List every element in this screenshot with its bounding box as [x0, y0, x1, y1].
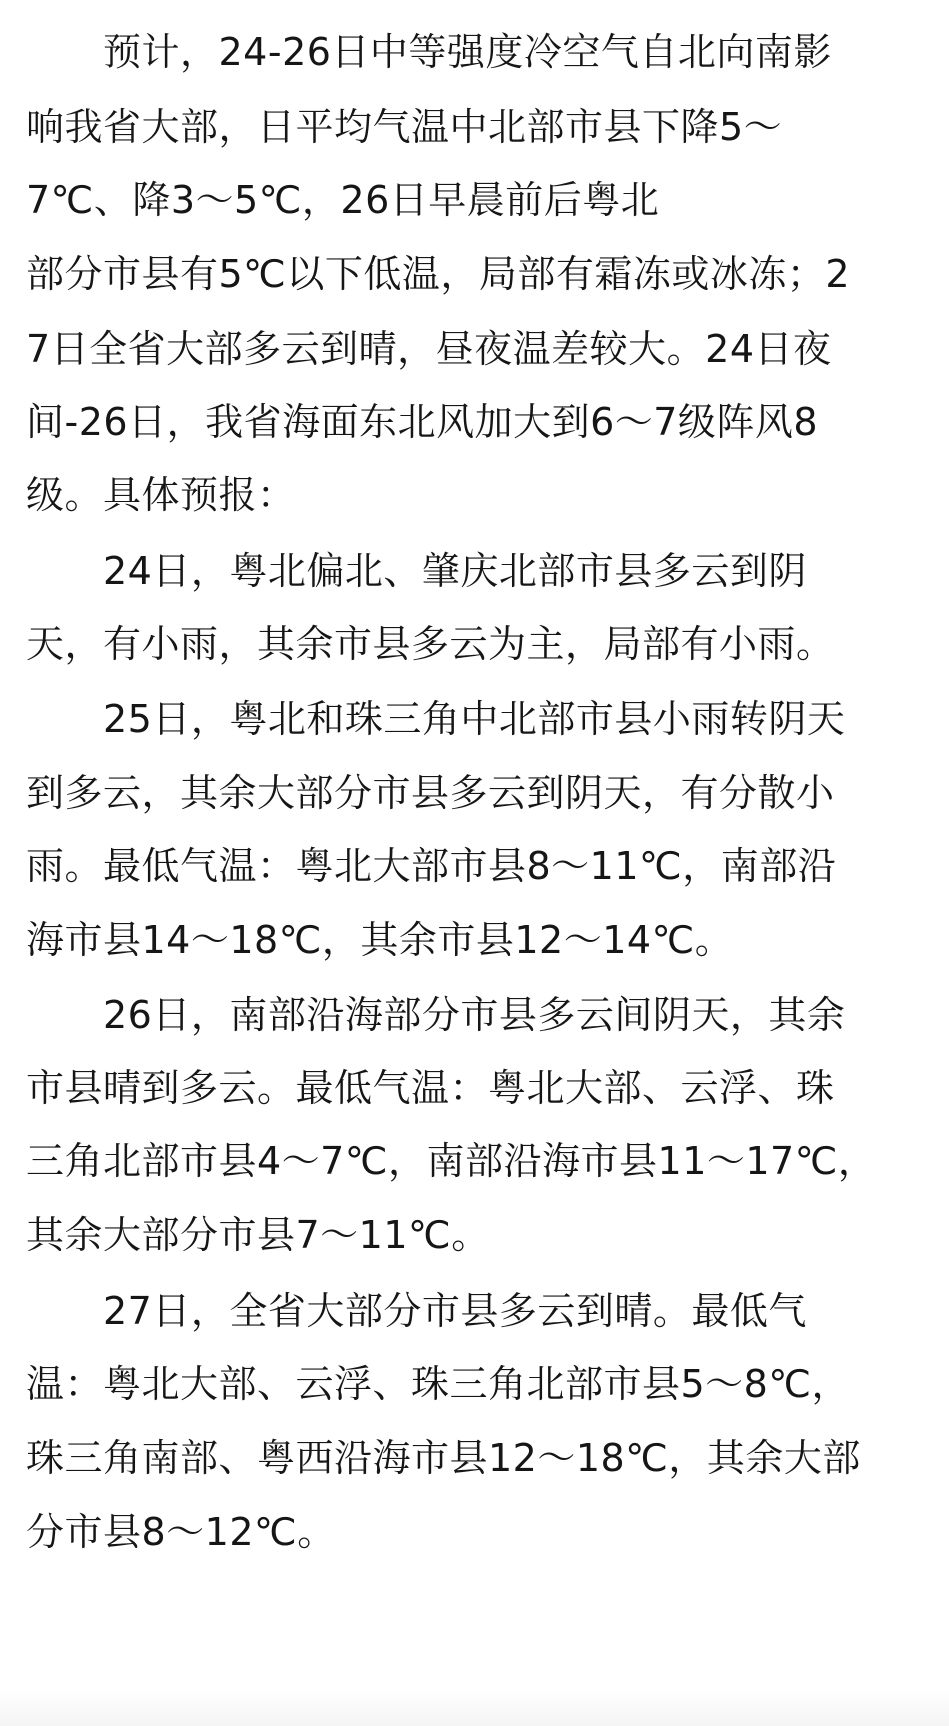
text-line [26, 244, 926, 304]
text-line [26, 541, 926, 601]
text-line [26, 763, 926, 823]
text-segment: 部分市县有5℃以下低温，局部有霜冻或冰冻；2 [26, 252, 851, 296]
text-segment: 分市县8～12℃。 [26, 1510, 336, 1554]
text-line [26, 985, 926, 1045]
text-line [26, 614, 926, 674]
text-segment: 珠三角南部、粤西沿海市县12～18℃，其余大部 [26, 1436, 861, 1480]
text-segment: 其余大部分市县7～11℃。 [26, 1213, 490, 1257]
text-segment: 间-26日，我省海面东北风加大到6～7级阵风8 [26, 400, 819, 444]
text-line [26, 97, 926, 157]
text-line [26, 1058, 926, 1118]
text-line [26, 1281, 926, 1341]
text-segment: 天，有小雨，其余市县多云为主，局部有小雨。 [26, 622, 835, 666]
text-segment: 响我省大部，日平均气温中北部市县下降5～ [26, 105, 783, 149]
text-segment: 26日，南部沿海部分市县多云间阴天，其余 [26, 993, 846, 1037]
text-line [26, 1354, 926, 1414]
text-segment: 7℃、 [26, 178, 133, 222]
text-line [26, 170, 926, 230]
text-segment: 预计，24-26日中等强度冷空气自北向南影 [26, 30, 832, 74]
text-segment: 27日，全省大部分市县多云到晴。最低气 [26, 1289, 807, 1333]
text-segment: 24日，粤北偏北、肇庆北部市县多云到阴 [26, 549, 807, 593]
text-segment: 温：粤北大部、云浮、珠三角北部市县5～8℃， [26, 1362, 851, 1406]
text-line [26, 1502, 926, 1562]
page-bottom-edge [0, 1690, 949, 1726]
text-line [26, 1428, 926, 1488]
text-segment: 25日，粤北和珠三角中北部市县小雨转阴天 [26, 697, 846, 741]
text-segment: 海市县14～18℃，其余市县12～14℃。 [26, 918, 734, 962]
text-segment: 雨。最低气温：粤北大部市县8～11℃，南部沿 [26, 844, 837, 888]
text-segment: 三角北部市县4～7℃，南部沿海市县11～17℃， [26, 1139, 877, 1183]
text-line [26, 1131, 926, 1191]
text-segment: 级。具体预报： [26, 473, 296, 517]
text-line [26, 836, 926, 896]
text-segment: 到多云，其余大部分市县多云到阴天，有分散小 [26, 771, 835, 815]
text-segment: 市县晴到多云。最低气温：粤北大部、云浮、珠 [26, 1066, 835, 1110]
text-segment: 降3～5℃，26日早晨前后粤北 [132, 178, 660, 222]
text-line [26, 392, 926, 452]
text-line [26, 910, 926, 970]
text-segment: 7日全省大部多云到晴，昼夜温差较大。24日夜 [26, 327, 832, 371]
text-line [26, 22, 926, 82]
text-line [26, 319, 926, 379]
text-line [26, 465, 926, 525]
text-line [26, 1205, 926, 1265]
text-line [26, 689, 926, 749]
